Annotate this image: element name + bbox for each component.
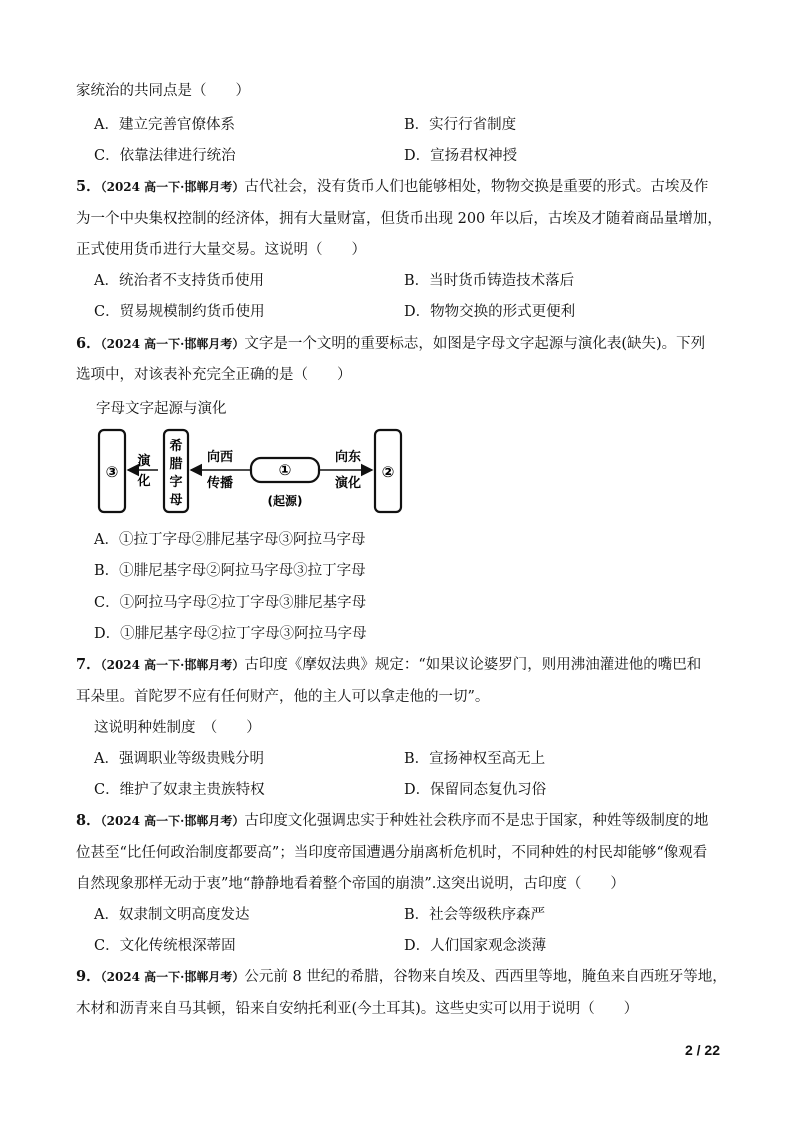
q7-stem-line-2: 耳朵里。首陀罗不应有任何财产，他的主人可以拿走他的一切”。 [76, 689, 490, 705]
evolve-left-1: 演 [137, 454, 151, 469]
q5-stem-line-2: 为一个中央集权控制的经济体，拥有大量财富，但货币出现 200 年以后，古埃及才随着商品量增加， [76, 211, 722, 227]
greek-3: 字 [169, 475, 183, 490]
q7-sub: 这说明种姓制度 （ ） [94, 720, 261, 736]
greek-4: 母 [169, 493, 183, 508]
q8-stem-line-2: 位甚至“比任何政治制度都要高”；当印度帝国遭遇分崩离析危机时，不同种姓的村民却能够“像观看 [76, 845, 708, 861]
greek-2: 腊 [169, 457, 183, 472]
q8-stem-line-3: 自然现象那样无动于衷”地“静静地看着整个帝国的崩溃”.这突出说明，古印度（ ） [76, 876, 625, 892]
spread-west-2: 传播 [206, 476, 234, 491]
q5-stem-line-1: 5．（2024 高一下·邯郸月考）古代社会，没有货币人们也能够相处，物物交换是重要的形式。古埃及作 [76, 178, 709, 195]
q6-option-d: D．①腓尼基字母②拉丁字母③阿拉马字母 [94, 626, 367, 642]
q5-option-d: D．物物交换的形式更便利 [404, 304, 576, 320]
q5-option-a: A．统治者不支持货币使用 [94, 273, 264, 289]
q8-option-c: C．文化传统根深蒂固 [94, 938, 236, 954]
box-2-label: ② [381, 463, 395, 481]
evolve-east-1: 向东 [334, 450, 362, 465]
q7-option-c: C．维护了奴隶主贵族特权 [94, 782, 265, 798]
spread-west-1: 向西 [206, 450, 234, 465]
q7-option-d: D．保留同态复仇习俗 [404, 782, 547, 798]
diagram-svg [96, 425, 406, 521]
q7-option-a: A．强调职业等级贵贱分明 [94, 751, 264, 767]
box-3-label: ③ [105, 463, 119, 481]
q6-option-b: B．①腓尼基字母②阿拉马字母③拉丁字母 [94, 563, 366, 579]
q6-option-a: A．①拉丁字母②腓尼基字母③阿拉马字母 [94, 532, 366, 548]
q9-stem-line-1: 9．（2024 高一下·邯郸月考）公元前 8 世纪的希腊，谷物来自埃及、西西里等地，腌鱼来自西班牙等地， [76, 968, 727, 985]
q8-option-b: B．社会等级秩序森严 [404, 907, 546, 923]
q4-option-a: A．建立完善官僚体系 [94, 117, 235, 133]
q8-option-d: D．人们国家观念淡薄 [404, 938, 547, 954]
q5-option-c: C．贸易规模制约货币使用 [94, 304, 265, 320]
q7-option-b: B．宣扬神权至高无上 [404, 751, 546, 767]
q4-option-c: C．依靠法律进行统治 [94, 148, 236, 164]
box-1-label: ① [278, 461, 292, 479]
greek-1: 希 [169, 439, 183, 454]
q7-stem-line-1: 7．（2024 高一下·邯郸月考）古印度《摩奴法典》规定：“如果议论婆罗门，则用沸油灌进他的嘴巴和 [76, 656, 702, 673]
origin-label: (起源) [267, 494, 303, 508]
q6-stem-line-1: 6．（2024 高一下·邯郸月考）文字是一个文明的重要标志，如图是字母文字起源与演化表(缺失)。下列 [76, 335, 706, 352]
alphabet-evolution-diagram [96, 425, 406, 521]
q5-stem-line-3: 正式使用货币进行大量交易。这说明（ ） [76, 242, 366, 258]
q4-option-d: D．宣扬君权神授 [404, 148, 518, 164]
q6-stem-line-2: 选项中，对该表补充完全正确的是（ ） [76, 367, 352, 383]
q4-stem-tail: 家统治的共同点是（ ） [76, 83, 250, 99]
evolve-left-2: 化 [137, 474, 151, 489]
q5-option-b: B．当时货币铸造技术落后 [404, 273, 575, 289]
q8-stem-line-1: 8．（2024 高一下·邯郸月考）古印度文化强调忠实于种姓社会秩序而不是忠于国家，种姓等级制度的地 [76, 812, 709, 829]
q9-stem-line-2: 木材和沥青来自马其顿，铅来自安纳托利亚(今土耳其)。这些史实可以用于说明（ ） [76, 1001, 639, 1017]
diagram-title: 字母文字起源与演化 [96, 401, 227, 417]
page-number: 2 / 22 [684, 1042, 720, 1058]
q6-option-c: C．①阿拉马字母②拉丁字母③腓尼基字母 [94, 595, 367, 611]
q8-option-a: A．奴隶制文明高度发达 [94, 907, 250, 923]
evolve-east-2: 演化 [334, 476, 362, 491]
q4-option-b: B．实行行省制度 [404, 117, 517, 133]
